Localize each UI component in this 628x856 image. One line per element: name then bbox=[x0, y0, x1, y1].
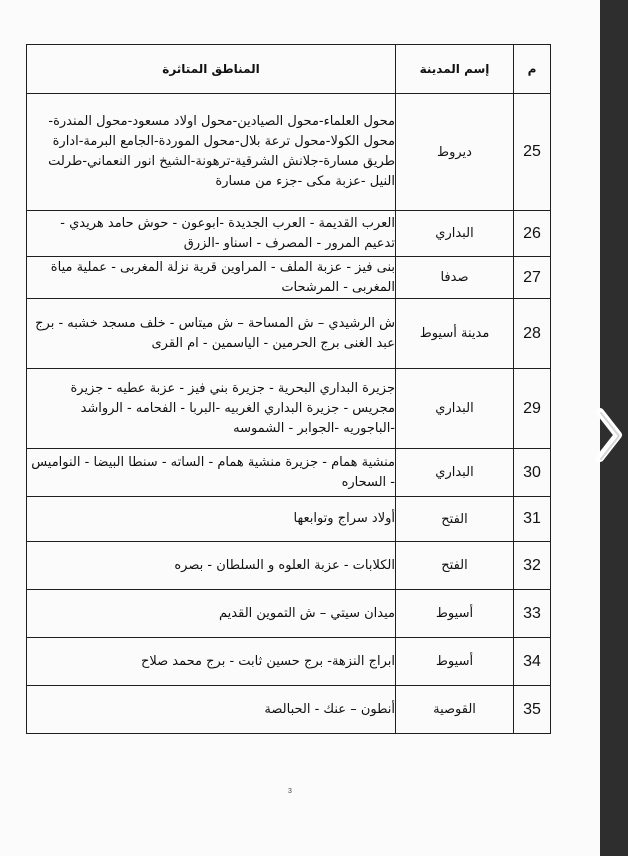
row-number: 25 bbox=[514, 94, 551, 211]
header-city: إسم المدينة bbox=[396, 45, 514, 94]
row-areas: ميدان سيتي – ش التموين القديم bbox=[27, 590, 396, 638]
table-row bbox=[27, 211, 551, 257]
row-city: أسيوط bbox=[396, 638, 514, 686]
row-areas: منشية همام - جزيرة منشية همام - الساته - سنطا البيضا - النواميس - السحاره bbox=[27, 449, 396, 497]
row-number: 29 bbox=[514, 369, 551, 449]
row-city: ديروط bbox=[396, 94, 514, 211]
table-row bbox=[27, 257, 551, 299]
row-city: الفتح bbox=[396, 542, 514, 590]
table-row bbox=[27, 369, 551, 449]
table-row bbox=[27, 449, 551, 497]
row-city: البداري bbox=[396, 211, 514, 257]
table-row bbox=[27, 542, 551, 590]
row-number: 33 bbox=[514, 590, 551, 638]
row-areas: أولاد سراج وتوابعها bbox=[27, 497, 396, 542]
row-city: البداري bbox=[396, 449, 514, 497]
header-areas: المناطق المتاثرة bbox=[27, 45, 396, 94]
row-number: 34 bbox=[514, 638, 551, 686]
row-number: 28 bbox=[514, 299, 551, 369]
row-number: 30 bbox=[514, 449, 551, 497]
row-areas: الكلابات - عزبة العلوه و السلطان - بصره bbox=[27, 542, 396, 590]
row-city: الفتح bbox=[396, 497, 514, 542]
row-areas: جزيرة البداري البحرية - جزيرة بني فيز - عزبة عطيه - جزيرة مجريس - جزيرة البداري الغربيه -البربا - الفحامه - الرواشد -الباجوريه -الجوابر - الشموسه bbox=[27, 369, 396, 449]
row-areas: ابراج النزهة- برج حسين ثابت - برج محمد صلاح bbox=[27, 638, 396, 686]
row-areas: بنى فيز - عزبة الملف - المراوين قرية نزلة المغربى - عملية مياة المغربى - المرشحات bbox=[27, 257, 396, 299]
row-number: 35 bbox=[514, 686, 551, 734]
row-number: 27 bbox=[514, 257, 551, 299]
row-areas: محول العلماء-محول الصيادين-محول اولاد مسعود-محول المندرة-محول الكولا-محول ترعة بلال-محول الموردة-الجامع البرمة-ادارة طريق مسارة-جلانش الشرقية-ترهونة-الشيخ انور النعماني-طرلت النيل -عزبة مكى -جزء من مسارة bbox=[27, 94, 396, 211]
table-header-row bbox=[27, 45, 551, 94]
row-city: مدينة أسيوط bbox=[396, 299, 514, 369]
row-areas: العرب القديمة - العرب الجديدة -ابوعون - حوش حامد هريدي - تدعيم المرور - المصرف - اسناو -الزرق bbox=[27, 211, 396, 257]
table-row bbox=[27, 638, 551, 686]
row-number: 32 bbox=[514, 542, 551, 590]
row-city: القوصية bbox=[396, 686, 514, 734]
table-row bbox=[27, 497, 551, 542]
chevron-right-icon bbox=[588, 400, 628, 470]
next-page-button[interactable] bbox=[588, 400, 628, 470]
header-num: م bbox=[514, 45, 551, 94]
row-city: صدفا bbox=[396, 257, 514, 299]
row-areas: ش الرشيدي – ش المساحة – ش ميتاس - خلف مسجد خشبه - برج عبد الغنى برج الحرمين - الياسمين - ام القرى bbox=[27, 299, 396, 369]
row-areas: أنطون – عنك - الحبالصة bbox=[27, 686, 396, 734]
table-row bbox=[27, 94, 551, 211]
table-row bbox=[27, 590, 551, 638]
row-city: أسيوط bbox=[396, 590, 514, 638]
table-row bbox=[27, 299, 551, 369]
affected-areas-table bbox=[26, 44, 551, 734]
row-number: 31 bbox=[514, 497, 551, 542]
row-number: 26 bbox=[514, 211, 551, 257]
page-number: 3 bbox=[288, 788, 292, 795]
row-city: البداري bbox=[396, 369, 514, 449]
table-row bbox=[27, 686, 551, 734]
